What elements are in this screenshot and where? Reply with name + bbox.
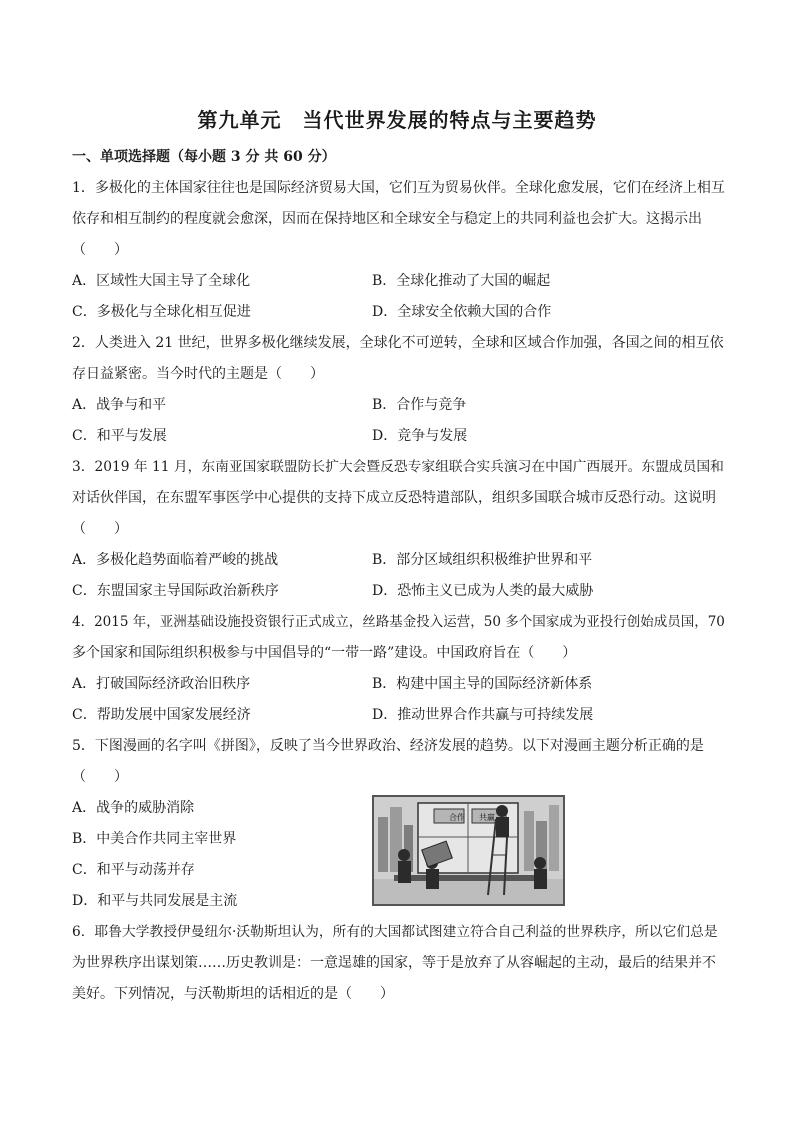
q1-option-d: D．全球安全依赖大国的合作 <box>372 304 552 320</box>
q3-option-a: A．多极化趋势面临着严峻的挑战 <box>72 552 279 568</box>
q4-option-a: A．打破国际经济政治旧秩序 <box>72 676 251 692</box>
q2-option-a: A．战争与和平 <box>72 397 167 413</box>
page-title: 第九单元 当代世界发展的特点与主要趋势 <box>197 108 597 132</box>
q5-option-b: B．中美合作共同主宰世界 <box>72 831 237 847</box>
q3-option-c: C．东盟国家主导国际政治新秩序 <box>72 583 279 599</box>
section-heading: 一、单项选择题（每小题 3 分 共 60 分） <box>72 149 336 165</box>
q3-option-b: B．部分区域组织积极维护世界和平 <box>372 552 593 568</box>
q2-stem-line-1: 2．人类进入 21 世纪，世界多极化继续发展，全球化不可逆转，全球和区域合作加强，各国之间的相互依 <box>72 335 724 351</box>
q5-stem-line-2: （ ） <box>72 769 128 785</box>
q6-stem-line-1: 6．耶鲁大学教授伊曼纽尔·沃勒斯坦认为，所有的大国都试图建立符合自己利益的世界秩序，所以它们总是 <box>72 924 718 940</box>
q1-option-a: A．区域性大国主导了全球化 <box>72 273 251 289</box>
q3-option-d: D．恐怖主义已成为人类的最大威胁 <box>372 583 594 599</box>
q5-option-a: A．战争的威胁消除 <box>72 800 195 816</box>
q2-stem-line-2: 存日益紧密。当今时代的主题是（ ） <box>72 366 324 382</box>
q4-stem-line-2: 多个国家和国际组织积极参与中国倡导的“一带一路”建设。中国政府旨在（ ） <box>72 645 577 661</box>
q1-option-b: B．全球化推动了大国的崛起 <box>372 273 551 289</box>
q5-option-c: C．和平与动荡并存 <box>72 862 195 878</box>
comic-tag-win-win: 共赢 <box>479 813 495 822</box>
q4-option-b: B．构建中国主导的国际经济新体系 <box>372 676 593 692</box>
q3-stem-line-1: 3．2019 年 11 月，东南亚国家联盟防长扩大会暨反恐专家组联合实兵演习在中国广西展开。东盟成员国和 <box>72 459 724 475</box>
q3-stem-line-2: 对话伙伴国，在东盟军事医学中心提供的支持下成立反恐特遣部队，组织多国联合城市反恐行动。这说明 <box>72 490 716 506</box>
comic-tag-cooperation: 合作 <box>449 813 465 822</box>
q6-stem-line-2: 为世界秩序出谋划策……历史教训是：一意逞雄的国家，等于是放弃了从容崛起的主动，最后的结果并不 <box>72 955 716 971</box>
q1-stem-line-1: 1．多极化的主体国家往往也是国际经济贸易大国，它们互为贸易伙伴。全球化愈发展，它们在经济上相互 <box>72 180 725 196</box>
q2-option-d: D．竞争与发展 <box>372 428 468 444</box>
q2-option-b: B．合作与竞争 <box>372 397 467 413</box>
q4-option-d: D．推动世界合作共赢与可持续发展 <box>372 707 594 723</box>
q1-stem-line-3: （ ） <box>72 242 128 258</box>
q6-stem-line-3: 美好。下列情况，与沃勒斯坦的话相近的是（ ） <box>72 986 394 1002</box>
q4-stem-line-1: 4．2015 年，亚洲基础设施投资银行正式成立，丝路基金投入运营，50 多个国家成为亚投行创始成员国，70 <box>72 614 725 630</box>
q4-option-c: C．帮助发展中国家发展经济 <box>72 707 251 723</box>
q2-option-c: C．和平与发展 <box>72 428 167 444</box>
q5-option-d: D．和平与共同发展是主流 <box>72 893 238 909</box>
q5-stem-line-1: 5．下图漫画的名字叫《拼图》，反映了当今世界政治、经济发展的趋势。以下对漫画主题分析正确的是 <box>72 738 704 754</box>
jigsaw-cartoon-image <box>372 795 565 906</box>
q1-option-c: C．多极化与全球化相互促进 <box>72 304 251 320</box>
q3-stem-line-3: （ ） <box>72 521 128 537</box>
q1-stem-line-2: 依存和相互制约的程度就会愈深，因而在保持地区和全球安全与稳定上的共同利益也会扩大。这揭示出 <box>72 211 702 227</box>
